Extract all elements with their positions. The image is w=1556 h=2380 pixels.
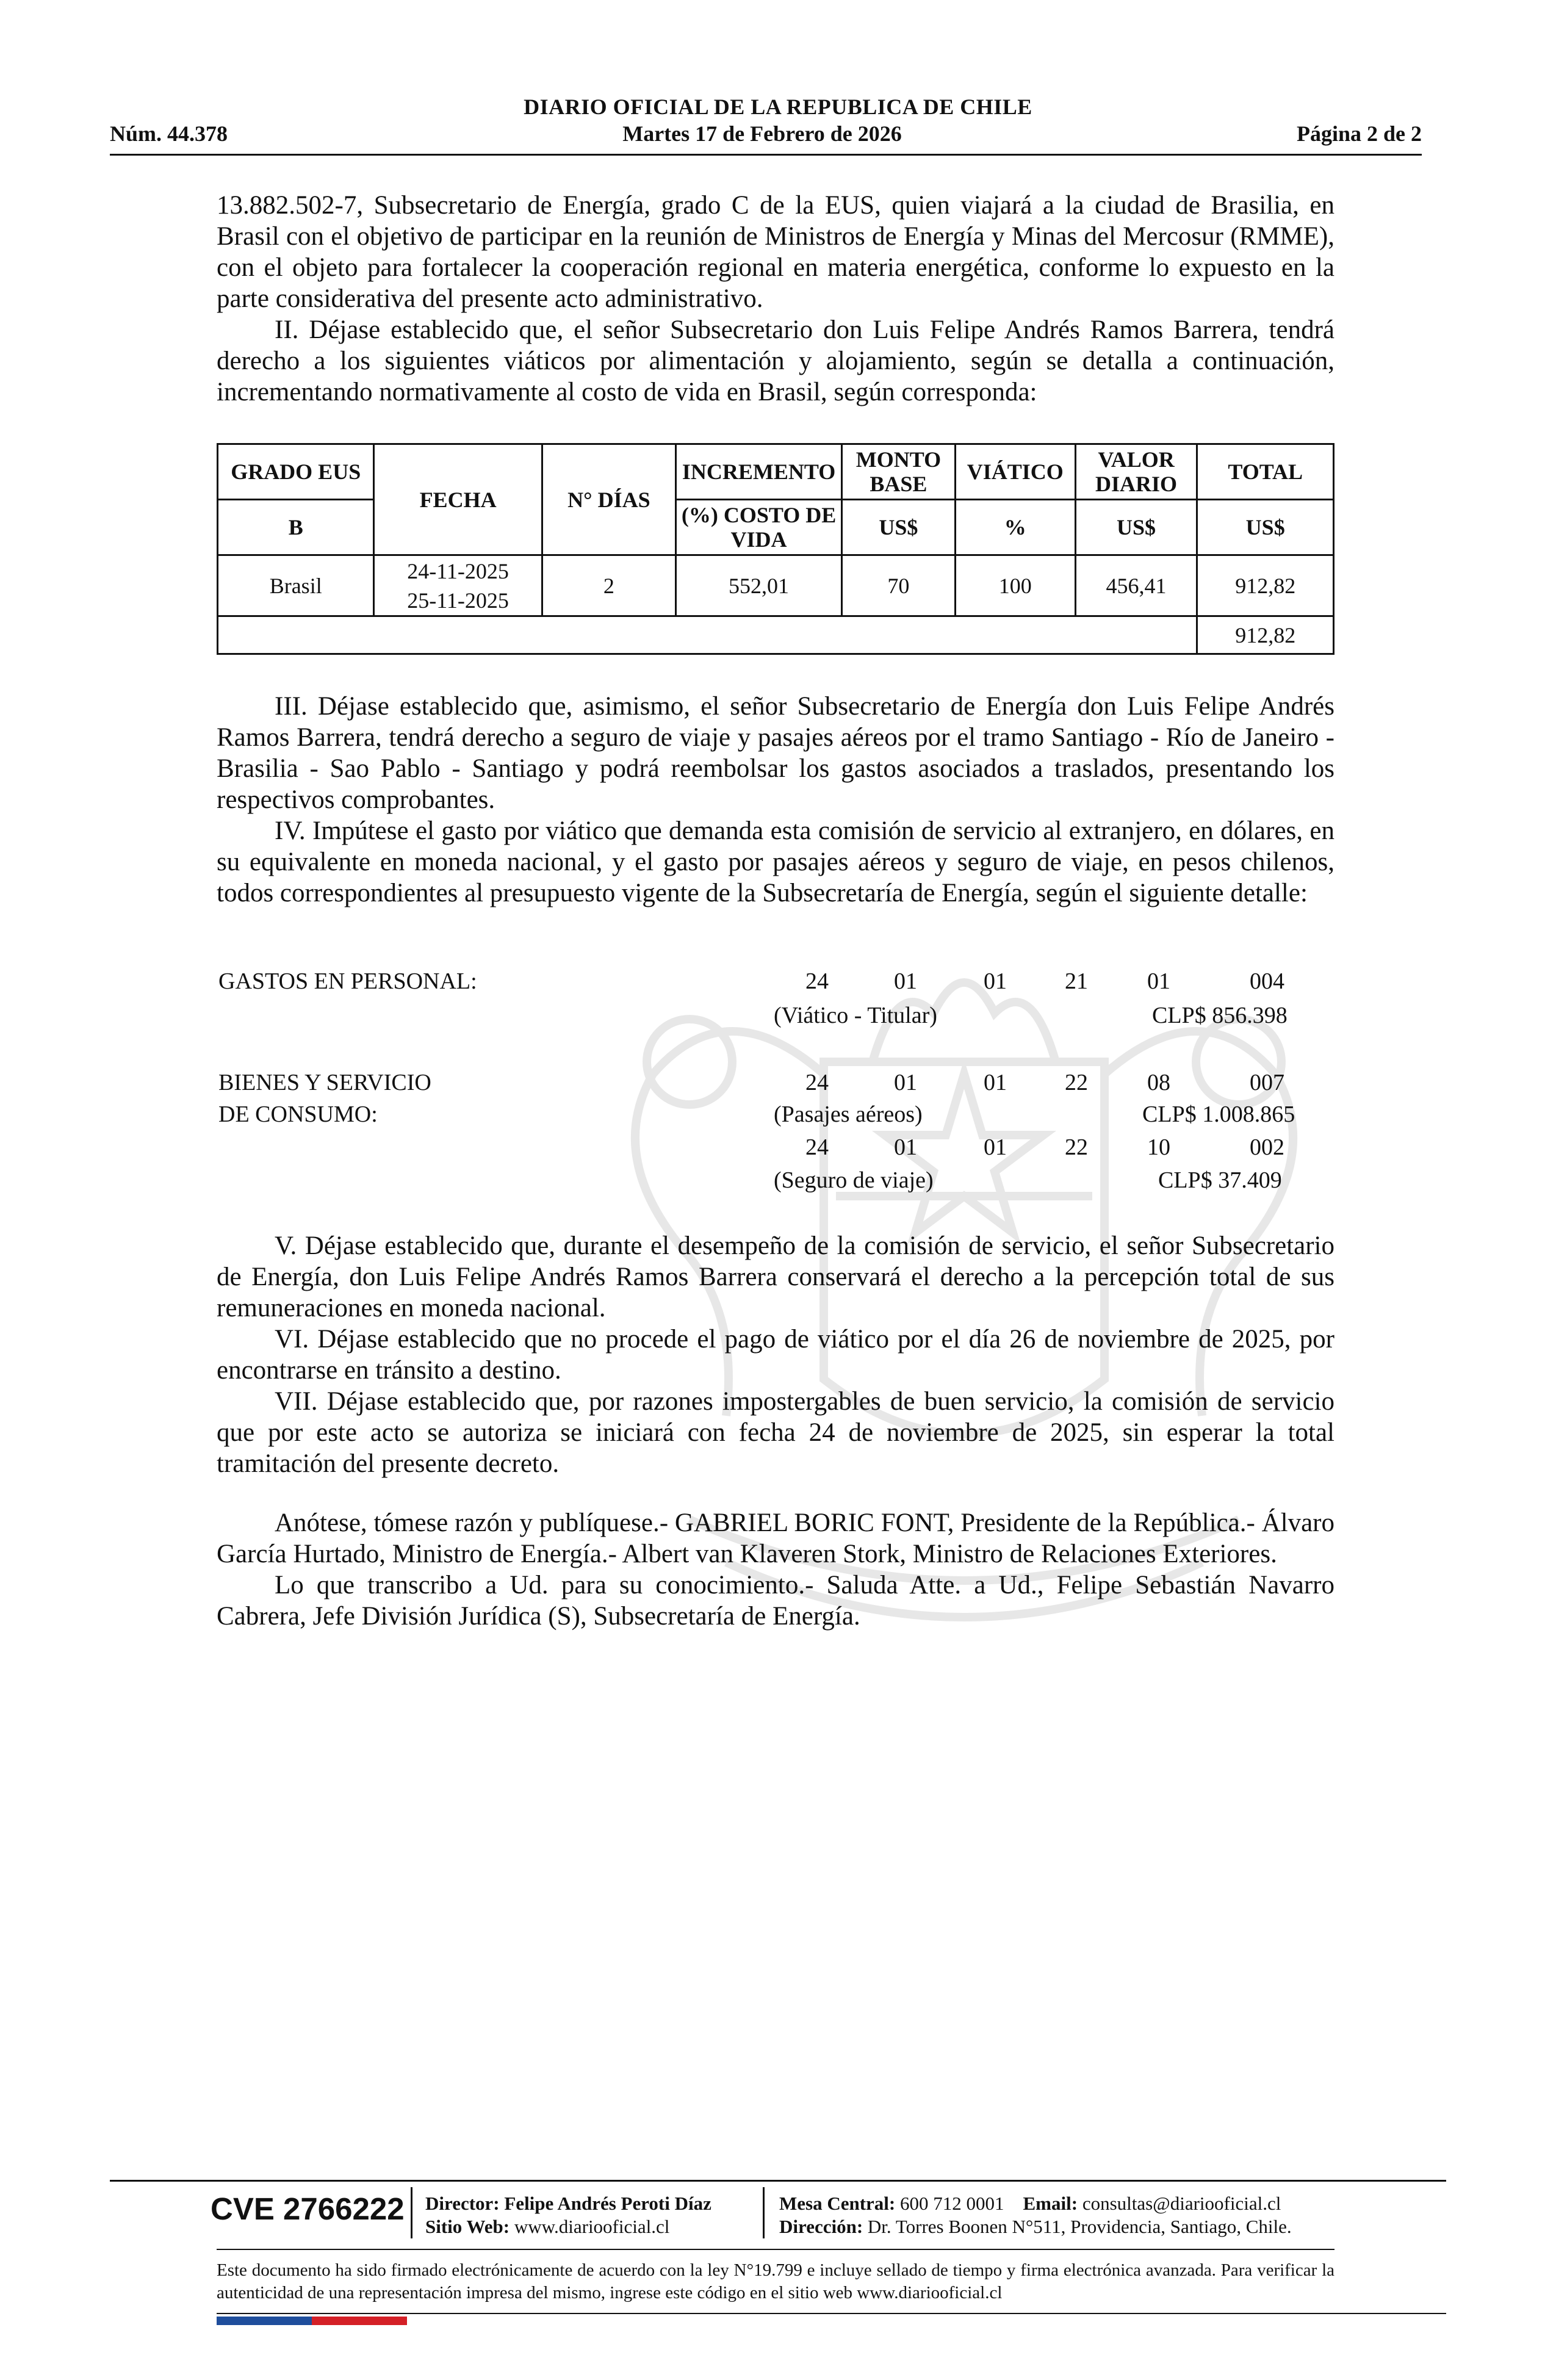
mesa-phone: 600 712 0001 [900, 2193, 1004, 2214]
personal-code-5: 01 [1147, 968, 1170, 994]
unit-monto: US$ [842, 500, 956, 555]
pasajes-code-1: 24 [805, 1070, 829, 1095]
bienes-label-1: BIENES Y SERVICIO [218, 1070, 431, 1095]
header-incremento: INCREMENTO [676, 444, 842, 500]
unit-valor: US$ [1075, 500, 1197, 555]
director-label: Director: [425, 2193, 500, 2214]
personal-code-2: 01 [894, 968, 917, 994]
footer-divider-top [110, 2180, 1446, 2182]
unit-total: US$ [1197, 500, 1334, 555]
personal-desc: (Viático - Titular) [774, 1003, 937, 1028]
pasajes-code-4: 22 [1065, 1070, 1088, 1095]
direccion-label: Dirección: [779, 2216, 863, 2237]
footer-divider-mid [217, 2249, 1334, 2250]
table-row [218, 555, 1334, 616]
issue-number: Núm. 44.378 [110, 121, 228, 146]
footer-divider-bottom [217, 2313, 1446, 2314]
paragraph-7: VII. Déjase establecido que, por razones impostergables de buen servicio, la comisión de servicio que por este acto se autoriza se iniciará con fecha 24 de noviembre de 2025, sin esperar la total tramitación del presente decreto. [217, 1387, 1334, 1478]
personal-code-6: 004 [1250, 968, 1284, 994]
email-link[interactable]: consultas@diariooficial.cl [1082, 2193, 1281, 2214]
pasajes-code-3: 01 [984, 1070, 1007, 1095]
cell-monto: 70 [842, 555, 956, 616]
seguro-code-4: 22 [1065, 1134, 1088, 1160]
grand-total: 912,82 [1197, 616, 1334, 654]
newspaper-title: DIARIO OFICIAL DE LA REPUBLICA DE CHILE [524, 95, 1032, 119]
web-link[interactable]: www.diariooficial.cl [514, 2216, 670, 2237]
flag-stripe-blue [217, 2317, 312, 2325]
gastos-personal-label: GASTOS EN PERSONAL: [218, 968, 477, 994]
issue-date: Martes 17 de Febrero de 2026 [622, 121, 902, 146]
paragraph-9: Lo que transcribo a Ud. para su conocimiento.- Saluda Atte. a Ud., Felipe Sebastián Navarro Cabrera, Jefe División Jurídica (S), Subsecretaría de Energía. [217, 1571, 1334, 1631]
blank-total-label [218, 616, 1197, 654]
header-total: TOTAL [1197, 444, 1334, 500]
seguro-code-2: 01 [894, 1134, 917, 1160]
page-number: Página 2 de 2 [1296, 121, 1422, 146]
seguro-desc: (Seguro de viaje) [774, 1167, 934, 1193]
fecha-1: 24-11-2025 [407, 558, 509, 583]
web-label: Sitio Web: [425, 2216, 510, 2237]
personal-code-4: 21 [1065, 968, 1088, 994]
personal-amount: CLP$ 856.398 [1152, 1003, 1288, 1028]
cell-dias: 2 [542, 555, 675, 616]
cell-total: 912,82 [1197, 555, 1334, 616]
body-text-middle [217, 691, 1334, 909]
cell-incremento: 552,01 [676, 555, 842, 616]
header-row [110, 121, 1422, 146]
flag-stripe-red [312, 2317, 407, 2325]
header-fecha: FECHA [374, 444, 542, 555]
footer-director-block [425, 2192, 711, 2238]
viatico-table [217, 443, 1334, 655]
header-viatico: VIÁTICO [955, 444, 1075, 500]
paragraph-1: 13.882.502-7, Subsecretario de Energía, grado C de la EUS, quien viajará a la ciudad de Brasilia, en Brasil con el objetivo de participar en la reunión de Ministros de Energía y Minas del Mercosur (RMME), con el objeto para fortalecer la cooperación regional en materia energética, conforme lo expuesto en la parte considerativa del presente acto administrativo. [217, 191, 1334, 313]
mesa-label: Mesa Central: [779, 2193, 896, 2214]
bienes-label-2: DE CONSUMO: [218, 1102, 378, 1127]
paragraph-4: IV. Impútese el gasto por viático que demanda esta comisión de servicio al extranjero, en dólares, en su equivalente en moneda nacional, y el gasto por pasajes aéreos y seguro de viaje, en pesos chilenos, todos correspondientes al presupuesto vigente de la Subsecretaría de Energía, según el siguiente detalle: [217, 817, 1334, 907]
paragraph-8: Anótese, tómese razón y publíquese.- GABRIEL BORIC FONT, Presidente de la República.- Álvaro García Hurtado, Ministro de Energía.- Albert van Klaveren Stork, Ministro de Relaciones Exteriores. [217, 1509, 1334, 1568]
personal-code-3: 01 [984, 968, 1007, 994]
footer-separator-1 [411, 2187, 412, 2238]
seguro-code-5: 10 [1147, 1134, 1170, 1160]
pasajes-code-5: 08 [1147, 1070, 1170, 1095]
header-monto-base: MONTO BASE [842, 444, 956, 500]
personal-code-1: 24 [805, 968, 829, 994]
cell-pais: Brasil [218, 555, 374, 616]
signature-note: Este documento ha sido firmado electrónicamente de acuerdo con la ley N°19.799 e incluye sellado de tiempo y firma electrónica avanzada. Para verificar la autenticidad de una representación impresa del mismo, ingrese este código en el sitio web www.diariooficial.cl [217, 2260, 1334, 2302]
direccion-value: Dr. Torres Boonen N°511, Providencia, Santiago, Chile. [867, 2216, 1292, 2237]
cell-valor: 456,41 [1075, 555, 1197, 616]
seguro-code-3: 01 [984, 1134, 1007, 1160]
pasajes-amount: CLP$ 1.008.865 [1142, 1102, 1295, 1127]
fecha-2: 25-11-2025 [407, 588, 509, 613]
seguro-amount: CLP$ 37.409 [1158, 1167, 1282, 1193]
paragraph-5: V. Déjase establecido que, durante el desempeño de la comisión de servicio, el señor Subsecretario de Energía, don Luis Felipe Andrés Ramos Barrera conservará el derecho a la percepción total de sus remuneraciones en moneda nacional. [217, 1231, 1334, 1322]
body-text-closing [217, 1507, 1334, 1632]
header-valor-diario: VALOR DIARIO [1075, 444, 1197, 500]
grado-value: B [218, 500, 374, 555]
pasajes-desc: (Pasajes aéreos) [774, 1102, 923, 1127]
footer-contact-block [779, 2192, 1292, 2238]
seguro-code-1: 24 [805, 1134, 829, 1160]
email-label: Email: [1023, 2193, 1078, 2214]
paragraph-3: III. Déjase establecido que, asimismo, el señor Subsecretario de Energía don Luis Felipe Andrés Ramos Barrera, tendrá derecho a seguro de viaje y pasajes aéreos por el tramo Santiago - Río de Janeiro - Brasilia - Sao Pablo - Santiago y podrá reembolsar los gastos asociados a traslados, presentando los respectivos comprobantes. [217, 692, 1334, 814]
director-name: Felipe Andrés Peroti Díaz [504, 2193, 711, 2214]
pasajes-code-6: 007 [1250, 1070, 1284, 1095]
unit-viatico: % [955, 500, 1075, 555]
cve-code: CVE 2766222 [211, 2191, 405, 2226]
header-divider [110, 154, 1422, 156]
cell-fecha [374, 555, 542, 616]
cell-viatico: 100 [955, 555, 1075, 616]
header-grado: GRADO EUS [218, 444, 374, 500]
body-text-top [217, 190, 1334, 408]
header-dias: N° DÍAS [542, 444, 675, 555]
paragraph-2: II. Déjase establecido que, el señor Subsecretario don Luis Felipe Andrés Ramos Barrera, tendrá derecho a los siguientes viáticos por alimentación y alojamiento, según se detalla a continuación, incrementando normativamente al costo de vida en Brasil, según corresponda: [217, 316, 1334, 406]
paragraph-6: VI. Déjase establecido que no procede el pago de viático por el día 26 de noviembre de 2025, por encontrarse en tránsito a destino. [217, 1325, 1334, 1385]
pasajes-code-2: 01 [894, 1070, 917, 1095]
body-text-lower [217, 1230, 1334, 1479]
seguro-code-6: 002 [1250, 1134, 1284, 1160]
header-costo-vida: (%) COSTO DE VIDA [676, 500, 842, 555]
footer-separator-2 [763, 2187, 765, 2238]
